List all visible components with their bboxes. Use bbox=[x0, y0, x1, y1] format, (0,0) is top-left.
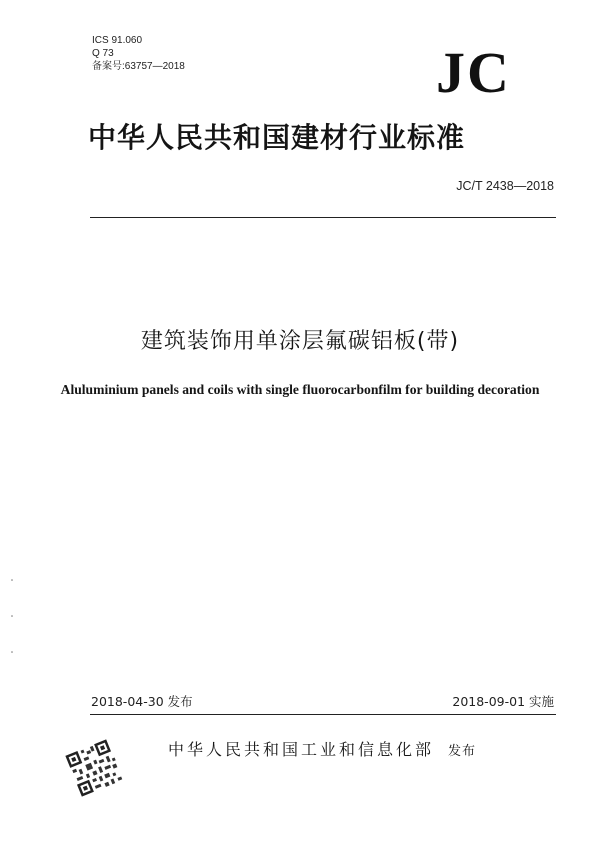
standard-code: JC/T 2438—2018 bbox=[456, 179, 554, 193]
bottom-divider bbox=[90, 714, 556, 715]
record-number: 备案号:63757—2018 bbox=[92, 61, 185, 72]
jc-logo: JC bbox=[436, 40, 511, 105]
top-divider bbox=[90, 217, 556, 218]
publisher-name: 中华人民共和国工业和信息化部 bbox=[168, 740, 435, 759]
document-title-english: Aluluminium panels and coils with single fluorocarbonfilm for building decoration bbox=[60, 382, 540, 397]
ccs-code: Q 73 bbox=[92, 48, 114, 59]
issue-date: 2018-04-30 发布 bbox=[91, 694, 193, 709]
ics-code: ICS 91.060 bbox=[92, 35, 143, 46]
effective-date: 2018-09-01 实施 bbox=[452, 694, 554, 709]
standard-category-title: 中华人民共和国建材行业标准 bbox=[88, 121, 466, 154]
document-title-chinese: 建筑装饰用单涂层氟碳铝板(带) bbox=[140, 329, 460, 354]
publisher-line bbox=[168, 737, 476, 760]
scan-specks bbox=[10, 578, 14, 658]
classification-block bbox=[92, 34, 185, 73]
publisher-suffix: 发布 bbox=[448, 744, 477, 759]
qr-code-icon bbox=[63, 737, 125, 799]
